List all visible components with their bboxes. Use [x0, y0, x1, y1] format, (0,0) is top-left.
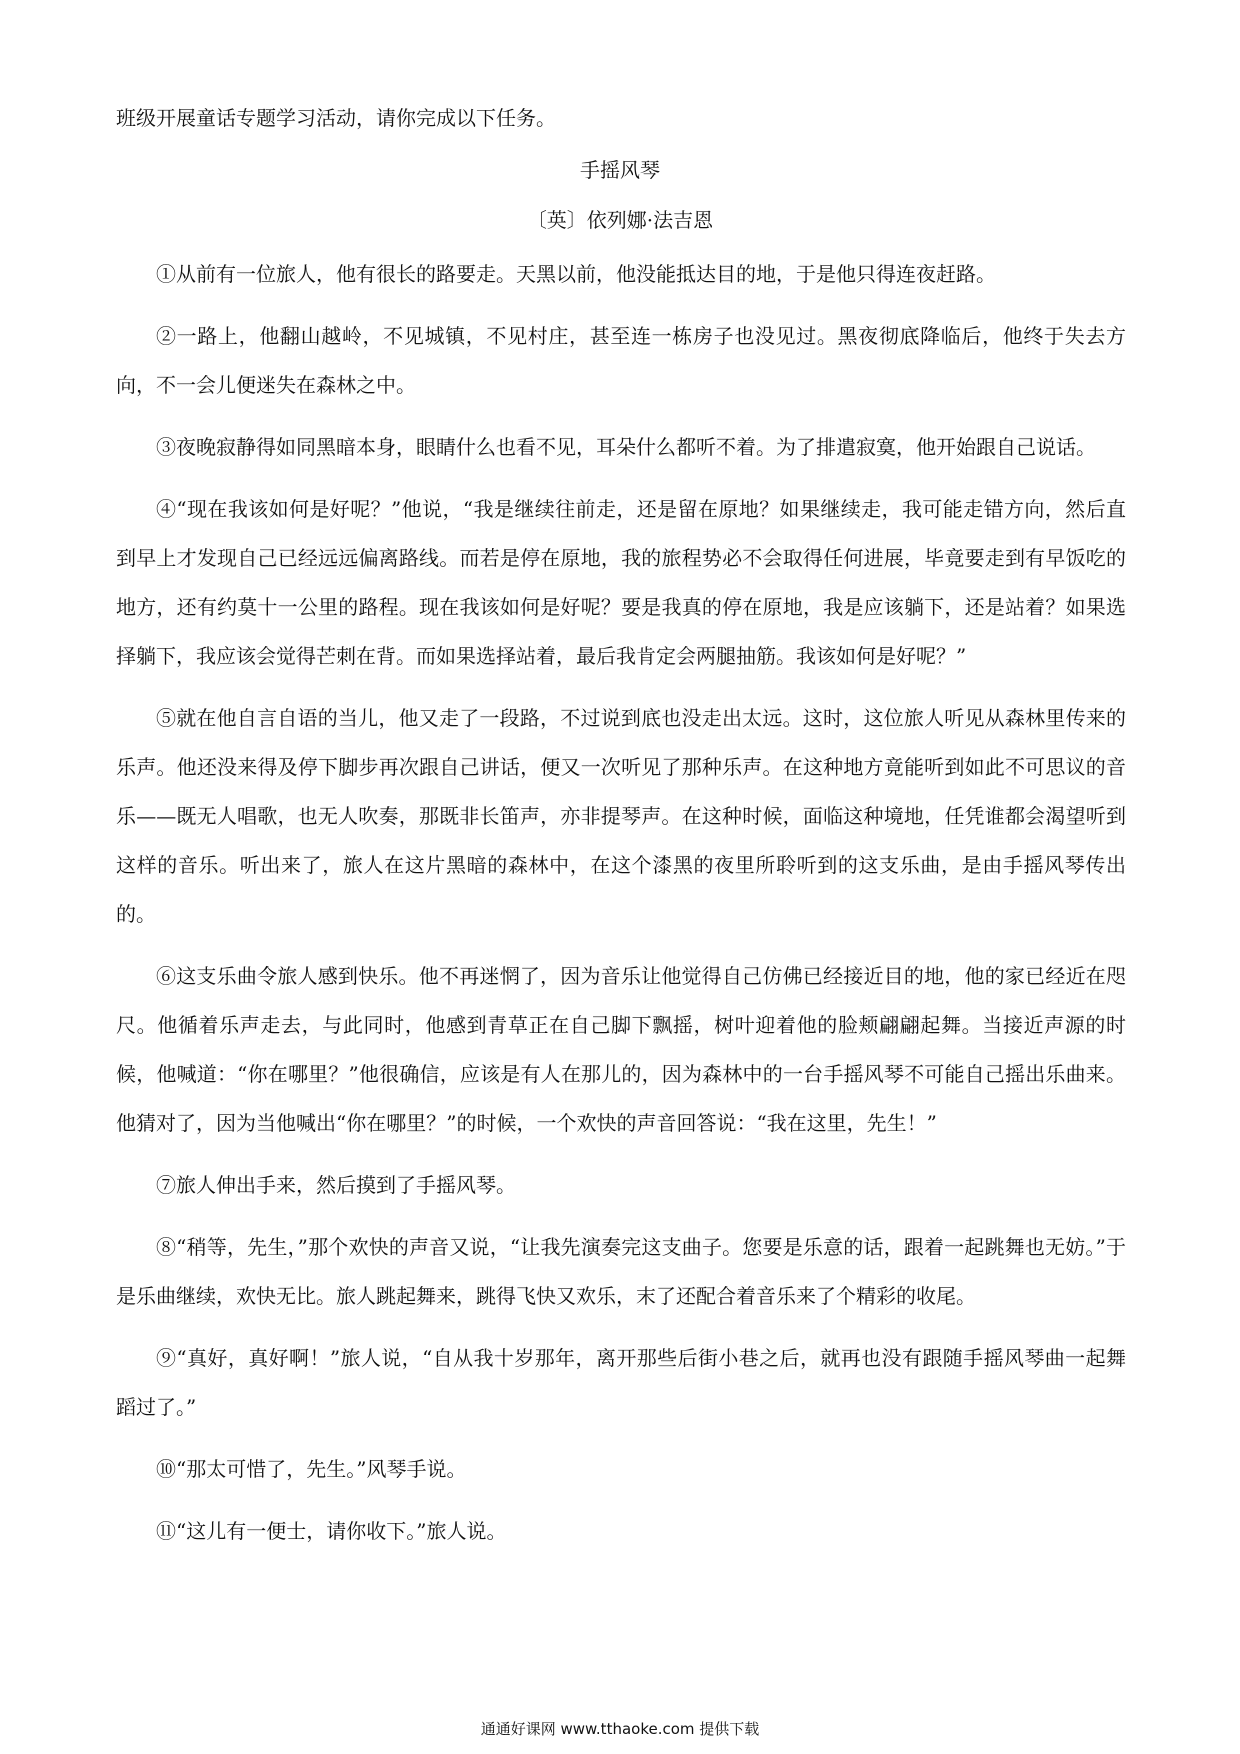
story-author: 〔英〕依列娜·法吉恩: [526, 208, 714, 232]
paragraph-8: ⑧“稍等，先生，”那个欢快的声音又说，“让我先演奏完这支曲子。您要是乐意的话，跟着一起跳舞也无妨。”于是乐曲继续，欢快无比。旅人跳起舞来，跳得飞快又欢乐，末了还配合着音乐来了个精彩的收尾。: [116, 1235, 1126, 1308]
paragraph-2: ②一路上，他翻山越岭，不见城镇，不见村庄，甚至连一栋房子也没见过。黑夜彻底降临后，他终于失去方向，不一会儿便迷失在森林之中。: [116, 324, 1126, 397]
paragraph-1: ①从前有一位旅人，他有很长的路要走。天黑以前，他没能抵达目的地，于是他只得连夜赶路。: [156, 262, 996, 286]
paragraph-10: ⑩“那太可惜了，先生。”风琴手说。: [156, 1457, 467, 1481]
paragraph-5: ⑤就在他自言自语的当儿，他又走了一段路，不过说到底也没走出太远。这时，这位旅人听见从森林里传来的乐声。他还没来得及停下脚步再次跟自己讲话，便又一次听见了那种乐声。在这种地方竟能听到如此不可思议的音乐——既无人唱歌，也无人吹奏，那既非长笛声，亦非提琴声。在这种时候，面临这种境地，任凭谁都会渴望听到这样的音乐。听出来了，旅人在这片黑暗的森林中，在这个漆黑的夜里所聆听到的这支乐曲，是由手摇风琴传出的。: [116, 706, 1126, 926]
paragraph-9: ⑨“真好，真好啊！”旅人说，“自从我十岁那年，离开那些后街小巷之后，就再也没有跟随手摇风琴曲一起舞蹈过了。”: [116, 1346, 1126, 1419]
story-title: 手摇风琴: [580, 158, 660, 182]
intro-text: 班级开展童话专题学习活动，请你完成以下任务。: [116, 106, 556, 130]
paragraph-3: ③夜晚寂静得如同黑暗本身，眼睛什么也看不见，耳朵什么都听不着。为了排遣寂寞，他开始跟自己说话。: [156, 435, 1096, 459]
page-footer: 通通好课网 www.tthaoke.com 提供下载: [480, 1720, 760, 1738]
paragraph-7: ⑦旅人伸出手来，然后摸到了手摇风琴。: [156, 1173, 516, 1197]
paragraph-11: ⑪“这儿有一便士，请你收下。”旅人说。: [156, 1519, 507, 1543]
paragraph-4: ④“现在我该如何是好呢？”他说，“我是继续往前走，还是留在原地？如果继续走，我可能走错方向，然后直到早上才发现自己已经远远偏离路线。而若是停在原地，我的旅程势必不会取得任何进展，毕竟要走到有早饭吃的地方，还有约莫十一公里的路程。现在我该如何是好呢？要是我真的停在原地，我是应该躺下，还是站着？如果选择躺下，我应该会觉得芒刺在背。而如果选择站着，最后我肯定会两腿抽筋。我该如何是好呢？”: [116, 497, 1126, 668]
paragraph-6: ⑥这支乐曲令旅人感到快乐。他不再迷惘了，因为音乐让他觉得自己仿佛已经接近目的地，他的家已经近在咫尺。他循着乐声走去，与此同时，他感到青草正在自己脚下飘摇，树叶迎着他的脸颊翩翩起舞。当接近声源的时候，他喊道：“你在哪里？”他很确信，应该是有人在那儿的，因为森林中的一台手摇风琴不可能自己摇出乐曲来。他猜对了，因为当他喊出“你在哪里？”的时候，一个欢快的声音回答说：“我在这里，先生！”: [116, 964, 1126, 1135]
story-body: [116, 250, 1126, 1569]
